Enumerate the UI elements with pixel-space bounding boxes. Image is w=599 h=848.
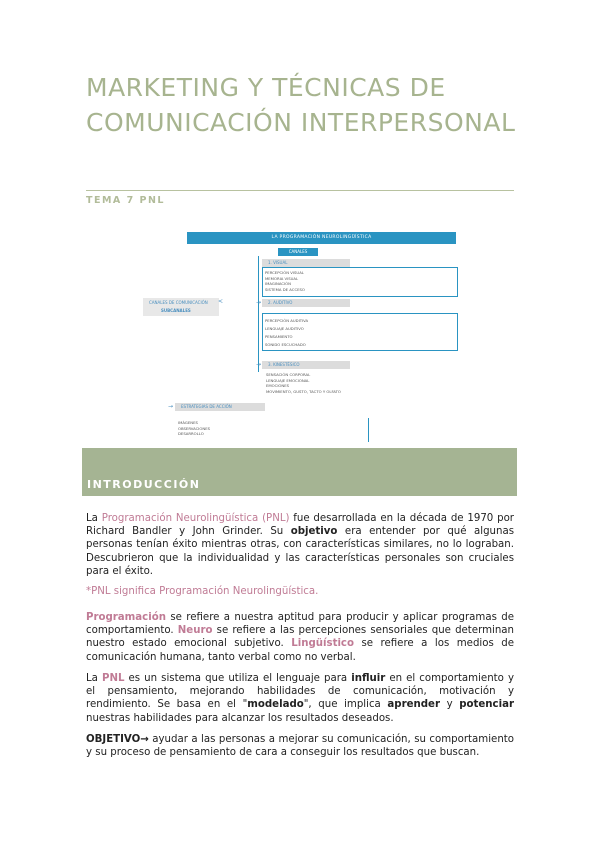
auditivo-item: PENSAMIENTO (265, 334, 293, 339)
topic-subtitle: TEMA 7 PNL (86, 195, 165, 206)
arrow-right-icon: → (256, 299, 262, 306)
estrategias-list (178, 420, 210, 437)
diagram-canales-tag: CANALES (278, 248, 318, 256)
visual-header: 1. VISUAL (262, 259, 350, 267)
bold-term: OBJETIVO→ (86, 734, 149, 745)
estrategias-item: DESARROLLO (178, 431, 204, 436)
text-run: La (86, 513, 102, 524)
text-run: fue desarrollada en la década de 1970 por Richard Bandler y John Grinder. Su (86, 513, 514, 538)
auditivo-box (262, 313, 458, 351)
arrow-right-icon: → (168, 403, 174, 410)
section-heading: INTRODUCCIÓN (87, 478, 201, 491)
text-run: en el comportamiento y el pensamiento, mejorando habilidades de comunicación, motivación y rendimiento. Se basa en el " (86, 673, 514, 711)
arrow-right-icon: → (256, 361, 262, 368)
bold-term: potenciar (459, 699, 514, 711)
auditivo-item: SONIDO ESCUCHADO (265, 342, 306, 347)
highlight-term: Lingüístico (291, 638, 354, 650)
visual-item: SISTEMA DE ACCESO (265, 286, 305, 292)
section-header-band (82, 448, 517, 496)
visual-item: MEMORIA VISUAL (265, 275, 299, 281)
text-run: se refiere a las percepciones sensoriales que determinan nuestro estado emocional subjetivo. (86, 625, 514, 650)
highlight-term: Programación (86, 612, 166, 623)
kinestesico-item: EMOCIONES (266, 383, 290, 388)
bold-term: modelado (247, 699, 304, 711)
auditivo-header: 2. AUDITIVO (262, 299, 350, 307)
bold-term: aprender (387, 699, 440, 711)
kinestesico-item: LENGUAJE EMOCIONAL (266, 377, 310, 383)
side-box-sub: SUBCANALES (161, 308, 191, 313)
paragraph-3 (86, 611, 514, 664)
text-run: se refiere a nuestra aptitud para producir y aplicar programas de comportamiento. (86, 612, 514, 637)
paragraph-4 (86, 672, 514, 725)
kinestesico-list (266, 372, 341, 394)
text-run: ", que implica (303, 699, 388, 711)
highlight-term: PNL (101, 673, 125, 684)
kinestesico-header: 3. KINESTÉSICO (262, 361, 350, 369)
paragraph-5 (86, 733, 514, 759)
bold-term: objetivo (290, 526, 338, 538)
text-run: y (440, 699, 460, 711)
diagram-connector (368, 418, 369, 442)
highlight-term: Neuro (177, 625, 213, 637)
estrategias-item: OBSERVACIONES (178, 425, 211, 431)
text-run: ayudar a las personas a mejorar su comunicación, su comportamiento y su proceso de pensamiento de cara a conseguir los resultados que buscan. (86, 734, 514, 759)
highlight-term: Programación Neurolingüística (PNL) (101, 513, 290, 524)
visual-item: IMAGINACIÓN (265, 281, 291, 286)
text-run: es un sistema que utiliza el lenguaje para (124, 673, 352, 684)
text-run: La (86, 673, 102, 684)
document-title: MARKETING Y TÉCNICAS DE COMUNICACIÓN INTERPERSONAL (86, 73, 516, 137)
paragraph-2: *PNL significa Programación Neurolingüística. (86, 586, 319, 597)
arrow-left-icon: < (218, 298, 224, 305)
text-run: nuestras habilidades para alcanzar los resultados deseados. (86, 712, 394, 724)
visual-box (262, 267, 458, 297)
diagram-side-box (143, 298, 219, 316)
visual-item: PERCEPCIÓN VISUAL (265, 270, 304, 275)
estrategias-item: IMÁGENES (178, 420, 198, 425)
bold-term: influir (351, 673, 386, 684)
estrategias-header: ESTRATEGIAS DE ACCIÓN (175, 403, 265, 411)
text-run: se refiere a los medios de comunicación humana, tanto verbal como no verbal. (86, 638, 514, 663)
diagram-connector (256, 256, 262, 372)
text-run: era entender por qué algunas personas tenían éxito mientras otras, con características similares, no lo lograban. Descubrieron que la individualidad y las características personales son cruciales para el éxito. (86, 526, 514, 577)
side-box-title: CANALES DE COMUNICACIÓN (149, 300, 208, 305)
auditivo-item: PERCEPCIÓN AUDITIVA (265, 318, 309, 323)
diagram-main-bar: LA PROGRAMACIÓN NEUROLINGÜÍSTICA (187, 232, 456, 244)
title-divider (86, 190, 514, 191)
kinestesico-item: SENSACIÓN CORPORAL (266, 372, 311, 377)
paragraph-1 (86, 512, 514, 578)
auditivo-item: LENGUAJE AUDITIVO (265, 326, 304, 331)
kinestesico-item: MOVIMIENTO, GUSTO, TACTO Y OLFATO (266, 388, 341, 394)
